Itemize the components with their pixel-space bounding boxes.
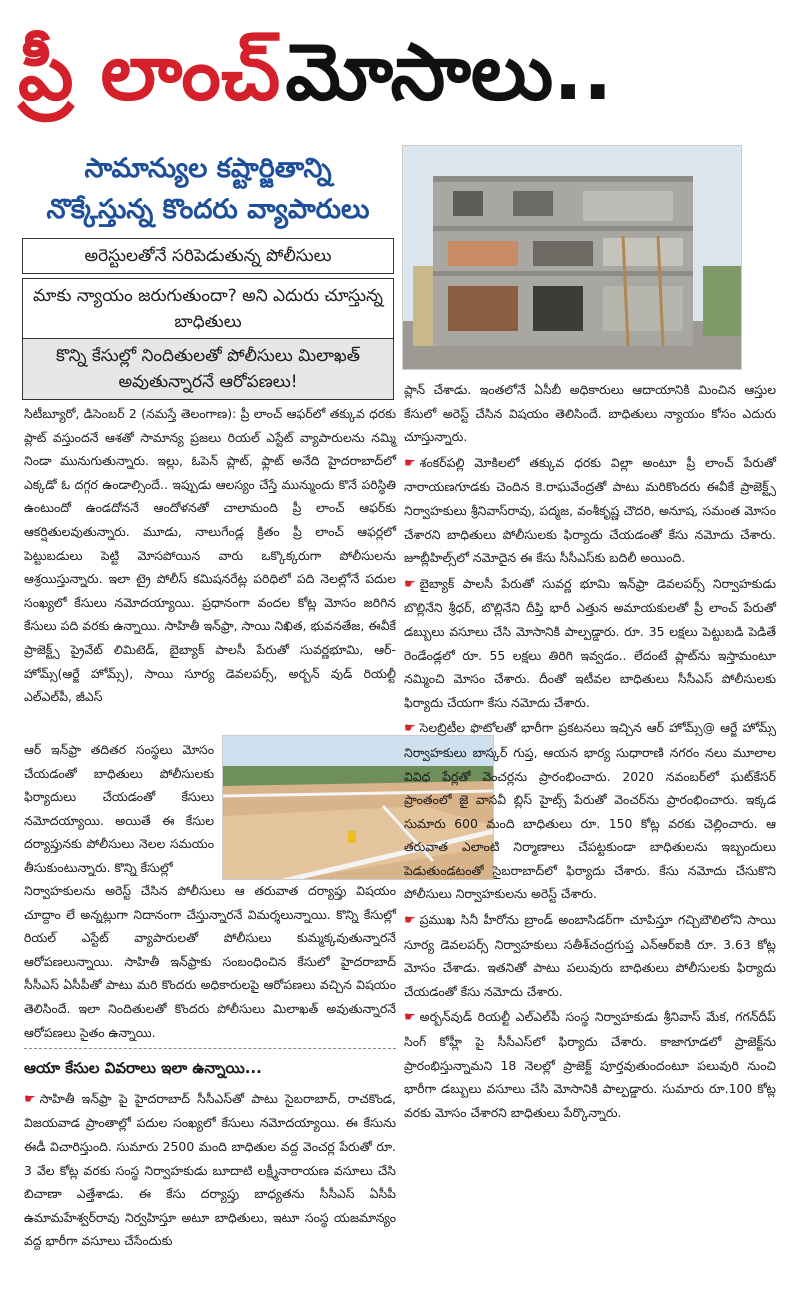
building-photo: [402, 145, 742, 370]
bullet-urbanwood-text: అర్బన్‌వుడ్ రియల్టీ ఎల్ఎల్‌పీ సంస్థ నిర్వాహకుడు శ్రీనివాస్ మేక, గగన్‌దీప్ సింగ్ కోహ్లీ పై సీసీఎస్‌లో ఫిర్యాదు చేశారు. కాజాగూడలో ప్రాజెక్ట్‌ను ప్రారంభిస్తున్నామని 18 నెలల్లో ప్రాజెక్ట్ పూర్తవుతుందంటూ పలువురి నుంచి భారీగా డబ్బులు వసూలు చేసి మోసానికి పాల్పడ్డారు. సుమారు రూ.100 కోట్ల వరకు మోసం చేశారని బాధితులు పేర్కొన్నారు.: [404, 1009, 776, 1120]
pointing-hand-icon: ☛: [24, 1091, 36, 1107]
bullet-saisurya-text: ప్రముఖ సినీ హీరోను బ్రాండ్ అంబాసిడర్‌గా చూపిస్తూ గచ్చిబౌలిలోని సాయి సూర్య డెవలపర్స్ నిర్వాహకులు సతీశ్‌చంద్రగుప్త ఎన్ఆర్ఐకి రూ. 3.63 కోట్ల మోసం చేశాడు. ఇతనితో పాటు పలువురు బాధితులు పోలీసులకు ఫిర్యాదు చేయడంతో కేసు నమోదు చేశారు.: [404, 912, 776, 999]
bullet-suvarna-text: బైబ్యాక్ పాలసీ పేరుతో సువర్ణ భూమి ఇన్‌ఫ్రా డెవలపర్స్ నిర్వాహకుడు బొల్లినేని శ్రీధర్, బొల్లినేని దీప్తి భారీ ఎత్తున అమాయకులతో ప్రీ లాంచ్ పేరుతో డబ్బులు వసూలు చేసి మోసానికి పాల్పడ్డారు. రూ. 35 లక్షలు పెట్టుబడి పెడితే రెండేండ్లలో రూ. 55 లక్షలు తిరిగి ఇవ్వడం.. లేదంటే ప్లాట్‌ను ఇస్తామంటూ నమ్మించి మోసం చేశారు. దీంతో ఇటీవల బాధితులు సీసీఎస్ పోలీసులకు ఫిర్యాదు చేయగా కేసు నమోదు చేశారు.: [404, 575, 776, 710]
divider: [24, 1048, 396, 1049]
pointing-hand-icon: ☛: [404, 913, 416, 929]
intro-paragraph: సిటీబ్యూరో, డిసెంబర్ 2 (నమస్తే తెలంగాణ): ప్రీ లాంచ్ ఆఫర్‌లో తక్కువ ధరకు ప్లాట్ వస్తుందనే ఆశతో సామాన్య ప్రజలు రియల్ ఎస్టేట్ వ్యాపారులను నమ్మి నిండా మునుగుతున్నారు. ఇల్లు, ఓపెన్ ప్లాట్, ఫ్లాట్ అనేది హైదరాబాద్‌లో ఎక్కడో ఓ దగ్గర ఉండాల్సిందే.. ఇప్పుడు ఆలస్యం చేస్తే మున్ముందు కొనే పరిస్థితి ఉంటుందో ఉండదోననే ఆందోళనతో చాలామంది ప్రీ లాంచ్ ఆఫర్‌కు ఆకర్షితులవుతున్నారు. మూడు, నాలుగేండ్ల క్రితం ప్రీ లాంచ్ ఆఫర్లలో పెట్టుబడులు పెట్టి మోసపోయిన వారు ఒక్కొక్కరుగా పోలీసులను ఆశ్రయిస్తున్నారు. ఇలా ట్రై పోలీస్ కమిషనరేట్ల పరిధిలో పది నెలల్లోనే పదుల సంఖ్యలో కేసులు నమోదయ్యాయి. ప్రధానంగా వందల కోట్ల మోసం జరిగిన కేసులు పది వరకు ఉన్నాయి. సాహితీ ఇన్‌ఫ్రా, సాయి నిఖిత, భువనతేజ, ఈవీకే ప్రాజెక్ట్స్ ప్రైవేట్ లిమిటెడ్, బైబ్యాక్ పాలసీ పేరుతో సువర్ణభూమి, ఆర్-హోమ్స్(ఆర్జే హోమ్స్), సాయి సూర్య డెవలపర్స్, అర్బన్ వుడ్ రియల్టీ ఎల్ఎల్‌పీ, జీఎస్: [24, 406, 396, 705]
bullet-suvarna: [404, 572, 776, 715]
after-paragraph: నిర్వాహకులను అరెస్ట్ చేసిన పోలీసులు ఆ తరువాత దర్యాప్తు విషయం చూద్దాం లే అన్నట్లుగా నిదానంగా చేస్తున్నారనే విమర్శలున్నాయి. కొన్ని కేసుల్లో రియల్ ఎస్టేట్ వ్యాపారులతో పోలీసులు కుమ్మక్కవుతున్నారనే ఆరోపణలున్నాయి. సాహితీ ఇన్‌ఫ్రాకు సంబంధించిన కేసులో హైదరాబాద్ సీసీఎస్ ఏసీపీతో పాటు మరి కొందరు అధికారులపై ఆరోపణలు వచ్చిన విషయం తెలిసిందే. ఇలా నిందితులతో కొందరు పోలీసులు మిలాఖత్ అవుతున్నారనే ఆరోపణలు సైతం ఉన్నాయి.: [24, 883, 396, 1040]
article-intro: [24, 402, 396, 709]
article-right-column: [404, 378, 776, 1126]
pointing-hand-icon: ☛: [404, 1010, 416, 1026]
bullet-urbanwood: [404, 1005, 776, 1124]
building-illustration: [403, 146, 742, 370]
article-wrap: [24, 738, 214, 880]
bullet-sahiti-text: సాహితీ ఇన్‌ఫ్రా పై హైదరాబాద్ సీసీఎస్‌తో పాటు సైబరాబాద్, రాచకొండ, విజయవాడ ప్రాంతాల్లో పదుల సంఖ్యలో కేసులు నమోదయ్యాయి. ఈ కేసును ఈడీ విచారిస్తుంది. సుమారు 2500 మంది బాధితుల వద్ద వెంచర్ల పేరుతో రూ. 3 వేల కోట్ల వరకు సంస్థ నిర్వాహకుడు బూదాటి లక్ష్మీనారాయణ వసూలు చేసి బిచాణా ఎత్తేశాడు. ఈ కేసు దర్యాప్తు బాధ్యతను సీసీఎస్ ఏసీపీ ఉమామహేశ్వర్‌రావు నిర్వహిస్తూ అటూ బాధితులు, ఇటూ సంస్థ యజమాన్యం వద్ద భారీగా వసూలు చేసేందుకు: [24, 1090, 396, 1249]
subheadline-line-2: నొక్కేస్తున్న కొందరు వ్యాపారులు: [46, 194, 370, 225]
kicker-box-1: అరెస్టులతోనే సరిపెడుతున్న పోలీసులు: [22, 238, 394, 274]
article-after: [24, 879, 396, 1253]
headline-red: ప్రీ లాంచ్: [18, 28, 281, 118]
pointing-hand-icon: ☛: [404, 721, 416, 737]
headline-black: మోసాలు..: [285, 28, 613, 118]
kicker-box-3: కొన్ని కేసుల్లో నిందితులతో పోలీసులు మిలాఖత్ అవుతున్నారనే ఆరోపణలు!: [22, 338, 394, 400]
bullet-saisurya: [404, 908, 776, 1003]
pointing-hand-icon: ☛: [404, 576, 416, 592]
right-continuation: ప్లాన్ చేశాడు. ఇంతలోనే ఏసీబీ అధికారులు ఆదాయానికి మించిన ఆస్తుల కేసులో అరెస్ట్ చేసిన విషయం తెలిసిందే. బాధితులు న్యాయం కోసం ఎదురు చూస్తున్నారు.: [404, 382, 776, 445]
cases-subhead: ఆయా కేసుల వివరాలు ఇలా ఉన్నాయి...: [24, 1059, 262, 1078]
bullet-evk: [404, 451, 776, 570]
headline: [18, 18, 788, 138]
bullet-evk-text: శంకర్‌పల్లి మోకిలలో తక్కువ ధరకు విల్లా అంటూ ప్రీ లాంచ్ పేరుతో నారాయణగూడకు చెందిన కె.రాఘవేంద్రతో పాటు మరికొందరు ఈవీకే ప్రాజెక్ట్స్ నిర్వాహకులు శ్రీనివాస్‌రావు, పద్మజ, వంశీకృష్ణ చౌదరి, అనూష, సమంత మోసం చేశారని బాధితులు పోలీసులకు ఫిర్యాదు చేయడంతో కేసు నమోదు చేశారు. జూబ్లీహిల్స్‌లో నమోదైన ఈ కేసు సీసీఎస్‌కు బదిలీ అయింది.: [404, 454, 776, 566]
subheadline-line-1: సామాన్యుల కష్టార్జితాన్ని: [84, 153, 332, 184]
bullet-rhomes: [404, 716, 776, 906]
bullet-sahiti: [24, 1087, 396, 1253]
bullet-rhomes-text: సెలబ్రిటీల ఫొటోలతో భారీగా ప్రకటనలు ఇచ్చిన ఆర్ హోమ్స్@ ఆర్జే హోమ్స్ నిర్వాహకులు బాస్కర్ గుప్త, ఆయన భార్య సుధారాణి నగరం నలు మూలాల వివిధ పేర్లతో వెంచర్లను ప్రారంభించారు. 2020 నవంబర్‌లో ఘట్‌కేసర్ ప్రాంతంలో జై వాసవీ బ్లిస్ హైట్స్ పేరుతో వెంచర్‌ను ప్రారంభించారు. ఇక్కడ సుమారు 600 మంది బాధితులు రూ. 150 కోట్ల వరకు చెల్లించారు. ఆ తరువాత ఎలాంటి నిర్మాణాలు చేపట్టకుండా బాధితులను ఇబ్బందులు పెడుతుండటంతో సైబరాబాద్‌లో ఫిర్యాదు చేశారు. కేసు నమోదు చేసుకొని పోలీసులు నిర్వాహకులను అరెస్ట్ చేశారు.: [404, 720, 776, 902]
wrap-paragraph: ఆర్ ఇన్‌ఫ్రా తదితర సంస్థలు మోసం చేయడంతో బాధితులు పోలీసులకు ఫిర్యాదులు చేయడంతో కేసులు నమోదయ్యాయి. అయితే ఈ కేసుల దర్యాప్తునకు పోలీసులు నెలల సమయం తీసుకుంటున్నారు. కొన్ని కేసుల్లో: [24, 742, 214, 875]
kicker-box-2: మాకు న్యాయం జరుగుతుందా? అని ఎదురు చూస్తున్న బాధితులు: [22, 278, 394, 340]
pointing-hand-icon: ☛: [404, 455, 416, 471]
